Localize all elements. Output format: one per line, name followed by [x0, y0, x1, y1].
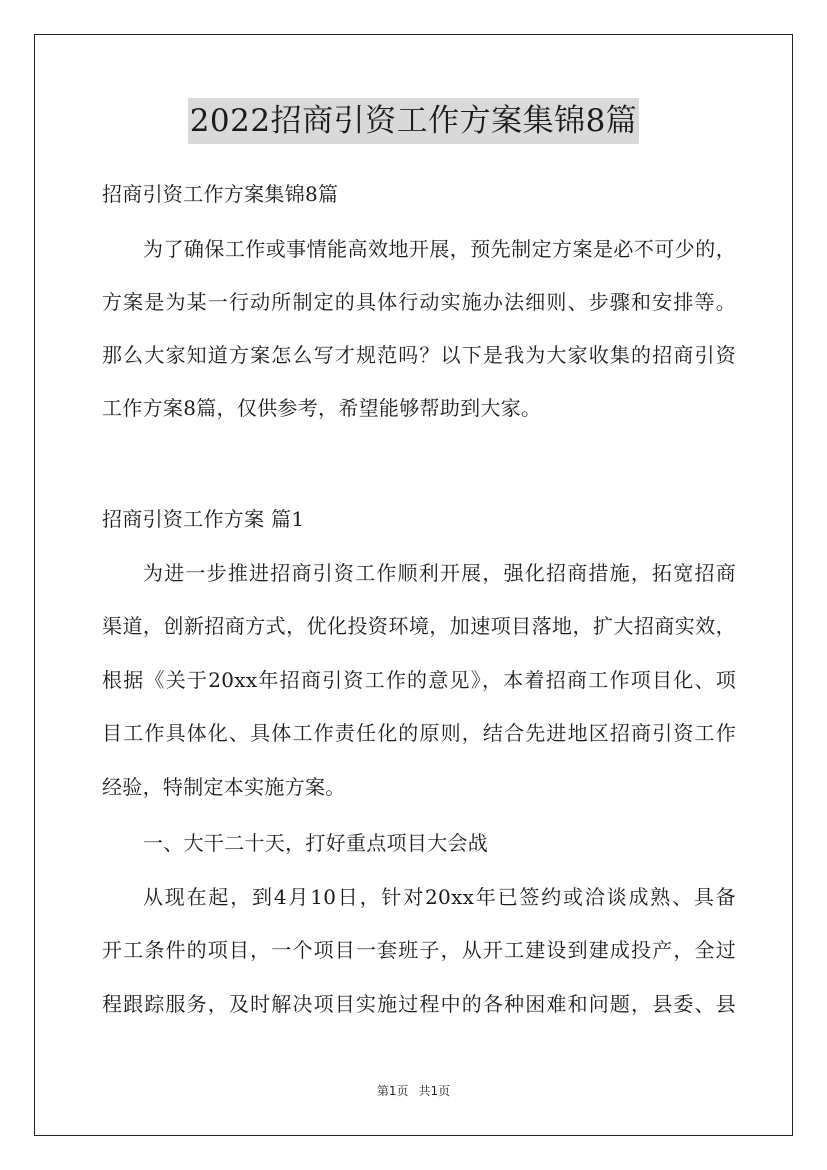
item-line-1: 从现在起，到4月10日，针对20xx年已签约或洽谈成熟、具备 [143, 885, 736, 909]
intro-line-4: 工作方案8篇，仅供参考，希望能够帮助到大家。 [102, 396, 542, 420]
section-heading: 招商引资工作方案 篇1 [102, 507, 305, 531]
section-line-2: 渠道，创新招商方式，优化投资环境，加速项目落地，扩大招商实效， [102, 614, 736, 638]
document-subtitle: 招商引资工作方案集锦8篇 [102, 182, 339, 206]
document-title: 2022招商引资工作方案集锦8篇 [188, 98, 640, 144]
intro-line-3: 那么大家知道方案怎么写才规范吗？以下是我为大家收集的招商引资 [102, 343, 736, 367]
item-line-2: 开工条件的项目，一个项目一套班子，从开工建设到建成投产，全过 [102, 938, 736, 962]
title-container [0, 98, 827, 144]
page-total: 共1页 [418, 1084, 451, 1098]
section-line-4: 目工作具体化、具体工作责任化的原则，结合先进地区招商引资工作 [102, 721, 736, 745]
intro-line-2: 方案是为某一行动所制定的具体行动实施办法细则、步骤和安排等。 [102, 290, 736, 314]
section-line-3: 根据《关于20xx年招商引资工作的意见》，本着招商工作项目化、项 [102, 668, 736, 692]
page-footer [0, 1083, 827, 1099]
section-line-1: 为进一步推进招商引资工作顺利开展，强化招商措施，拓宽招商 [143, 561, 736, 585]
page-number: 第1页 [376, 1084, 409, 1098]
item-line-3: 程跟踪服务，及时解决项目实施过程中的各种困难和问题，县委、县 [102, 992, 736, 1016]
intro-line-1: 为了确保工作或事情能高效地开展，预先制定方案是必不可少的， [143, 237, 736, 261]
item-heading: 一、大干二十天，打好重点项目大会战 [143, 831, 489, 855]
section-line-5: 经验，特制定本实施方案。 [102, 775, 346, 799]
